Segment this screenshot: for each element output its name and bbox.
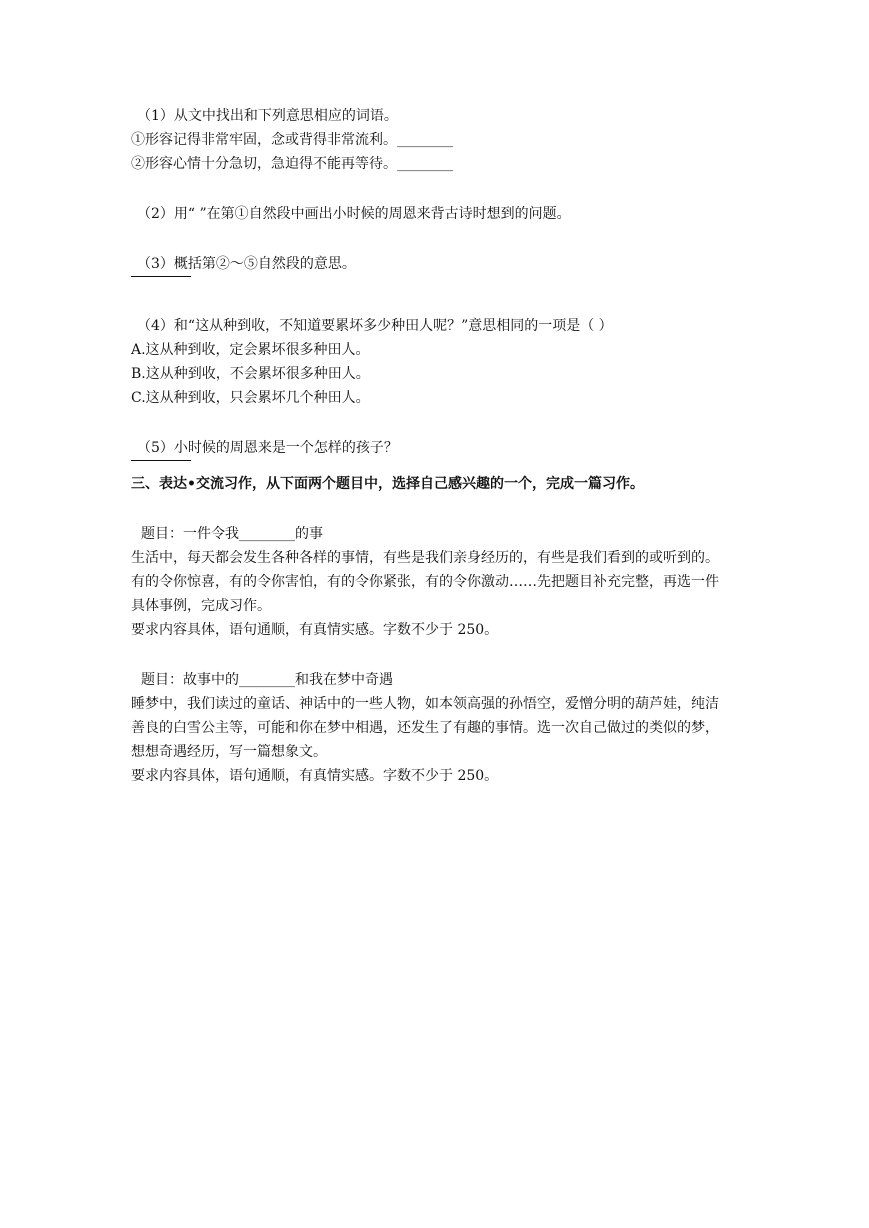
essay-topic-2-requirement: 要求内容具体，语句通顺，有真情实感。字数不少于 250。 — [131, 768, 499, 784]
question-2 — [131, 202, 741, 226]
essay-topic-1-title: 题目：一件令我________的事 — [141, 526, 323, 542]
section-3-heading: 三、表达•交流习作，从下面两个题目中，选择自己感兴趣的一个，完成一篇习作。 — [131, 476, 644, 492]
question-4 — [131, 314, 741, 410]
question-3-title: （3）概括第②～⑤自然段的意思。 — [137, 256, 356, 272]
question-4-title: （4）和“这从种到收，不知道要累坏多少种田人呢？”意思相同的一项是（ ） — [137, 318, 613, 334]
question-5-title: （5）小时候的周恩来是一个怎样的孩子？ — [137, 440, 398, 456]
question-3-answer-blank — [131, 276, 741, 288]
question-2-title: （2）用“ ”在第①自然段中画出小时候的周恩来背古诗时想到的问题。 — [137, 206, 571, 222]
question-1 — [131, 104, 741, 176]
question-1-title: （1）从文中找出和下列意思相应的词语。 — [137, 108, 398, 124]
question-1-item-1: ①形容记得非常牢固，念或背得非常流利。________ — [131, 132, 453, 148]
question-4-option-a: A.这从种到收，定会累坏很多种田人。 — [131, 342, 370, 358]
question-3 — [131, 252, 741, 288]
question-4-option-b: B.这从种到收，不会累坏很多种田人。 — [131, 366, 370, 382]
essay-topic-1-requirement: 要求内容具体，语句通顺，有真情实感。字数不少于 250。 — [131, 622, 499, 638]
question-5-answer-blank — [131, 460, 741, 472]
question-4-option-c: C.这从种到收，只会累坏几个种田人。 — [131, 390, 370, 406]
worksheet-page — [131, 104, 741, 788]
question-1-item-2: ②形容心情十分急切，急迫得不能再等待。________ — [131, 156, 453, 172]
question-5 — [131, 436, 741, 472]
essay-topic-2-title: 题目：故事中的________和我在梦中奇遇 — [141, 672, 393, 688]
essay-topic-2 — [131, 668, 741, 788]
essay-topic-1-body: 生活中，每天都会发生各种各样的事情，有些是我们亲身经历的，有些是我们看到的或听到的。有的令你惊喜，有的令你害怕，有的令你紧张，有的令你激动……先把题目补充完整，再选一件具体事例，完成习作。 — [131, 550, 719, 614]
essay-topic-2-body: 睡梦中，我们读过的童话、神话中的一些人物，如本领高强的孙悟空，爱憎分明的葫芦娃，纯洁善良的白雪公主等，可能和你在梦中相遇，还发生了有趣的事情。选一次自己做过的类似的梦，想想奇遇经历，写一篇想象文。 — [131, 696, 719, 760]
essay-topic-1 — [131, 522, 741, 642]
